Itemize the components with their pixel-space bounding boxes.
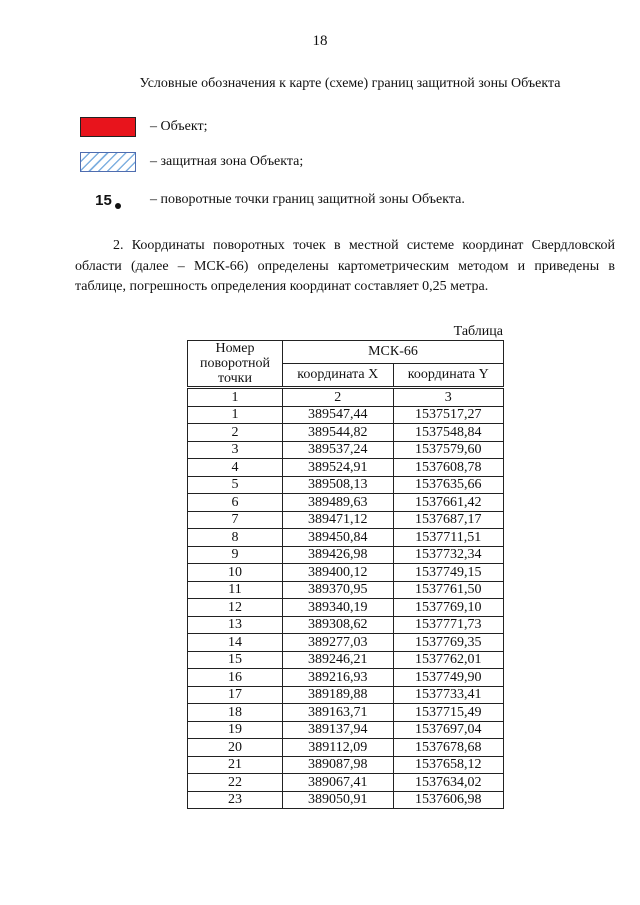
- table-row: [188, 774, 504, 792]
- coordinate-x-cell: 389537,24: [283, 441, 394, 459]
- coordinate-y-cell: 1537749,90: [393, 669, 504, 687]
- coordinates-paragraph: 2. Координаты поворотных точек в местной системе координат Свердловской области (далее – МСК-66) определены картометрическим методом и приведены в таблице, погрешность определения координат составляет 0,25 метра.: [75, 238, 615, 294]
- point-number-cell: 17: [188, 686, 283, 704]
- coordinate-x-cell: 389246,21: [283, 651, 394, 669]
- table-caption: Таблица: [453, 324, 503, 339]
- table-body: [188, 388, 504, 809]
- legend-item-label: – Объект;: [150, 119, 208, 134]
- coordinate-y-cell: 1537697,04: [393, 721, 504, 739]
- table-row: [188, 756, 504, 774]
- coordinate-x-cell: 389308,62: [283, 616, 394, 634]
- table-row: [188, 494, 504, 512]
- column-number: 3: [393, 388, 504, 407]
- table-row: [188, 739, 504, 757]
- point-number-cell: 8: [188, 529, 283, 547]
- point-number-cell: 22: [188, 774, 283, 792]
- coordinate-x-cell: 389426,98: [283, 546, 394, 564]
- table-row: [188, 581, 504, 599]
- coordinate-y-cell: 1537761,50: [393, 581, 504, 599]
- column-number: 2: [283, 388, 394, 407]
- table-row: [188, 564, 504, 582]
- coordinate-x-cell: 389189,88: [283, 686, 394, 704]
- point-number-cell: 16: [188, 669, 283, 687]
- table-row: [188, 529, 504, 547]
- coordinate-x-cell: 389340,19: [283, 599, 394, 617]
- point-number-cell: 21: [188, 756, 283, 774]
- zone-hatch-swatch-icon: [80, 152, 136, 172]
- coordinates-table: [187, 340, 504, 809]
- coordinate-y-cell: 1537608,78: [393, 459, 504, 477]
- coordinate-y-cell: 1537548,84: [393, 424, 504, 442]
- coordinate-x-cell: 389370,95: [283, 581, 394, 599]
- coordinate-x-cell: 389489,63: [283, 494, 394, 512]
- table-row: [188, 721, 504, 739]
- object-red-swatch-icon: [80, 117, 136, 137]
- coordinate-x-cell: 389471,12: [283, 511, 394, 529]
- point-number-cell: 11: [188, 581, 283, 599]
- point-number-cell: 23: [188, 791, 283, 809]
- coordinate-y-cell: 1537771,73: [393, 616, 504, 634]
- column-number-row: [188, 388, 504, 407]
- coordinate-x-cell: 389544,82: [283, 424, 394, 442]
- coordinate-x-cell: 389216,93: [283, 669, 394, 687]
- coordinate-y-cell: 1537769,10: [393, 599, 504, 617]
- coordinate-y-cell: 1537635,66: [393, 476, 504, 494]
- legend-title: Условные обозначения к карте (схеме) границ защитной зоны Объекта: [139, 76, 561, 91]
- table-row: [188, 616, 504, 634]
- point-number-cell: 15: [188, 651, 283, 669]
- coordinate-x-cell: 389547,44: [283, 406, 394, 424]
- point-number-cell: 5: [188, 476, 283, 494]
- coordinate-x-cell: 389524,91: [283, 459, 394, 477]
- point-number-cell: 19: [188, 721, 283, 739]
- coordinate-y-cell: 1537579,60: [393, 441, 504, 459]
- table-row: [188, 424, 504, 442]
- header-point-number: Номер поворотной точки: [188, 341, 283, 388]
- coordinate-y-cell: 1537715,49: [393, 704, 504, 722]
- table-row: [188, 441, 504, 459]
- coordinate-y-cell: 1537658,12: [393, 756, 504, 774]
- legend-item-label: – защитная зона Объекта;: [150, 154, 304, 169]
- table-row: [188, 406, 504, 424]
- table-row: [188, 669, 504, 687]
- coordinate-x-cell: 389087,98: [283, 756, 394, 774]
- coordinate-y-cell: 1537762,01: [393, 651, 504, 669]
- point-number-cell: 14: [188, 634, 283, 652]
- column-number: 1: [188, 388, 283, 407]
- coordinate-y-cell: 1537711,51: [393, 529, 504, 547]
- coordinate-y-cell: 1537606,98: [393, 791, 504, 809]
- table-row: [188, 791, 504, 809]
- coordinate-y-cell: 1537769,35: [393, 634, 504, 652]
- coordinate-y-cell: 1537733,41: [393, 686, 504, 704]
- coordinate-y-cell: 1537661,42: [393, 494, 504, 512]
- coordinate-y-cell: 1537732,34: [393, 546, 504, 564]
- point-number-cell: 9: [188, 546, 283, 564]
- turning-point-symbol-icon: 15: [80, 192, 136, 209]
- coordinate-x-cell: 389450,84: [283, 529, 394, 547]
- coordinate-y-cell: 1537678,68: [393, 739, 504, 757]
- point-number-cell: 7: [188, 511, 283, 529]
- legend-item-protective-zone: [80, 151, 303, 173]
- coordinate-x-cell: 389277,03: [283, 634, 394, 652]
- point-number-cell: 6: [188, 494, 283, 512]
- point-number-cell: 3: [188, 441, 283, 459]
- point-number-cell: 2: [188, 424, 283, 442]
- coordinate-x-cell: 389067,41: [283, 774, 394, 792]
- table-row: [188, 459, 504, 477]
- coordinate-x-cell: 389508,13: [283, 476, 394, 494]
- table-row: [188, 634, 504, 652]
- table-row: [188, 704, 504, 722]
- coordinate-y-cell: 1537687,17: [393, 511, 504, 529]
- coordinate-x-cell: 389400,12: [283, 564, 394, 582]
- table-row: [188, 511, 504, 529]
- coordinate-x-cell: 389163,71: [283, 704, 394, 722]
- legend-item-turning-points: [80, 189, 465, 211]
- coordinate-y-cell: 1537749,15: [393, 564, 504, 582]
- legend-item-label: – поворотные точки границ защитной зоны Объекта.: [150, 192, 465, 207]
- table-row: [188, 651, 504, 669]
- coordinate-x-cell: 389112,09: [283, 739, 394, 757]
- coordinate-y-cell: 1537634,02: [393, 774, 504, 792]
- coordinate-y-cell: 1537517,27: [393, 406, 504, 424]
- page-number: 18: [312, 33, 328, 49]
- point-number-cell: 20: [188, 739, 283, 757]
- table-row: [188, 686, 504, 704]
- header-coordinate-x: координата X: [283, 363, 394, 387]
- table-row: [188, 599, 504, 617]
- header-coordinate-system: МСК-66: [283, 341, 504, 364]
- table-row: [188, 546, 504, 564]
- point-number-cell: 18: [188, 704, 283, 722]
- header-coordinate-y: координата Y: [393, 363, 504, 387]
- point-number-cell: 13: [188, 616, 283, 634]
- point-number-cell: 10: [188, 564, 283, 582]
- point-number-cell: 12: [188, 599, 283, 617]
- coordinate-x-cell: 389050,91: [283, 791, 394, 809]
- coordinate-x-cell: 389137,94: [283, 721, 394, 739]
- point-number-cell: 4: [188, 459, 283, 477]
- table-row: [188, 476, 504, 494]
- legend-item-object: [80, 116, 207, 138]
- point-number-cell: 1: [188, 406, 283, 424]
